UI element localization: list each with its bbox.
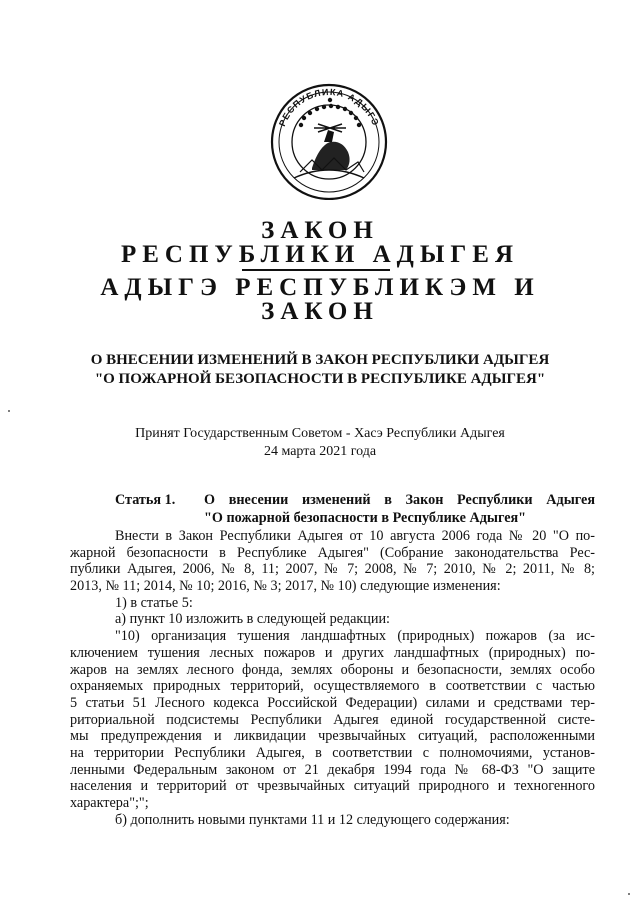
article-body — [70, 528, 595, 828]
law-subtitle-line-2: "О ПОЖАРНОЙ БЕЗОПАСНОСТИ В РЕСПУБЛИКЕ АДЫГЕЯ" — [94, 371, 546, 387]
body-line: мы предупреждения и ликвидации чрезвычайных ситуаций, расположенными — [70, 728, 595, 745]
title-line-4: ЗАКОН — [261, 298, 379, 325]
article-title-line-1: О внесении изменений в Закон Республики Адыгея — [204, 492, 595, 508]
body-line: 5 статьи 51 Лесного кодекса Российской Федерации) силами и средствами тер- — [70, 694, 595, 711]
emblem-ring-text: РЕСПУБЛИКА АДЫГЭ — [276, 86, 382, 128]
svg-text:РЕСПУБЛИКА АДЫГЭ — [277, 87, 381, 128]
body-line: риториальной подсистемы Республики Адыгея единой государственной систе- — [70, 711, 595, 728]
body-line: "10) организация тушения ландшафтных (природных) пожаров (за ис- — [115, 628, 595, 645]
body-line: на территории Республики Адыгея, в соответствии с полномочиями, установ- — [70, 744, 595, 761]
body-line: населения и территорий от чрезвычайных ситуаций природного и техногенного — [70, 778, 595, 795]
scan-speck — [628, 893, 630, 895]
body-line: б) дополнить новыми пунктами 11 и 12 следующего содержания: — [115, 811, 510, 828]
body-line: 2013, № 11; 2014, № 10; 2016, № 3; 2017, № 10) следующие изменения: — [70, 578, 501, 595]
article-title-line-2: "О пожарной безопасности в Республике Адыгея" — [204, 510, 527, 526]
body-line: публики Адыгея, 2006, № 8, 11; 2007, № 7; 2008, № 7; 2010, № 2; 2011, № 8; — [70, 561, 595, 578]
law-subtitle-line-1: О ВНЕСЕНИИ ИЗМЕНЕНИЙ В ЗАКОН РЕСПУБЛИКИ АДЫГЕЯ — [90, 352, 550, 368]
body-line: ленными Федеральным законом от 21 декабря 1994 года № 68-ФЗ "О защите — [70, 761, 595, 778]
body-line: 1) в статье 5: — [115, 594, 193, 611]
title-divider — [242, 269, 390, 271]
adopted-by: Принят Государственным Советом - Хасэ Республики Адыгея — [135, 426, 505, 441]
body-line: жарной безопасности в Республике Адыгея" (Собрание законодательства Рес- — [70, 544, 595, 561]
body-line: охраняемых природных территорий, осуществляемого в соответствии с частью — [70, 678, 595, 695]
body-line: а) пункт 10 изложить в следующей редакции: — [115, 611, 390, 628]
scan-speck — [8, 410, 10, 412]
body-line: ключением тушения лесных пожаров и других ландшафтных (природных) по- — [70, 644, 595, 661]
article-number: Статья 1. — [115, 492, 176, 508]
body-line: характера";"; — [70, 795, 149, 811]
body-line: жаров на землях лесного фонда, землях обороны и безопасности, землях особо — [70, 661, 595, 678]
title-line-2: РЕСПУБЛИКИ АДЫГЕЯ — [120, 241, 520, 268]
title-line-1: ЗАКОН — [261, 217, 379, 244]
emblem-icon — [264, 80, 394, 200]
body-line: Внести в Закон Республики Адыгея от 10 августа 2006 года № 20 "О по- — [115, 528, 595, 544]
title-line-3: АДЫГЭ РЕСПУБЛИКЭМ И — [100, 274, 540, 301]
coat-of-arms-emblem — [264, 80, 394, 200]
adopted-date: 24 марта 2021 года — [263, 444, 377, 459]
